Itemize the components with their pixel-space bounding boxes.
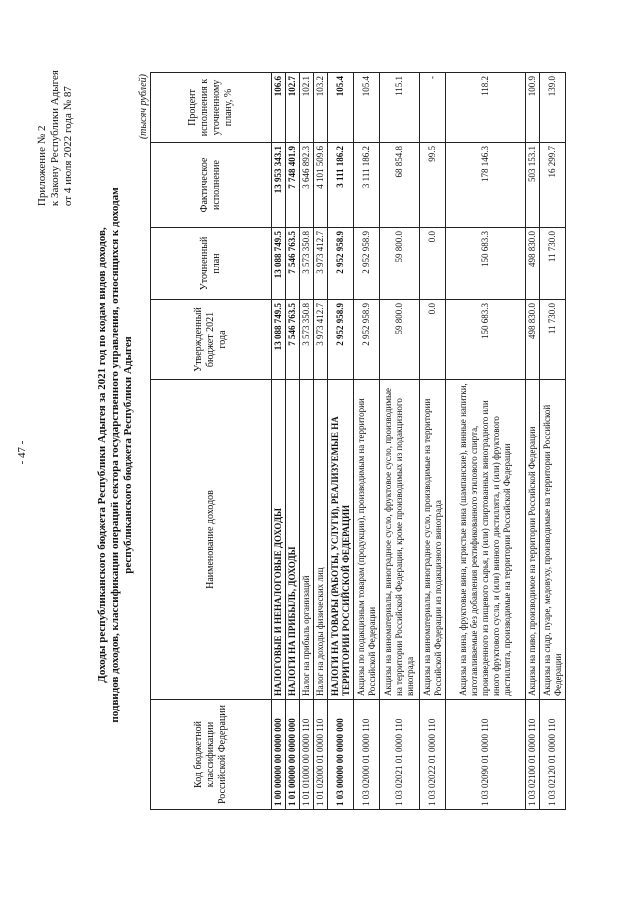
cell-percent: 105.4: [328, 73, 354, 143]
page-number: - 47 -: [16, 440, 28, 465]
cell-actual: 3 111 186.2: [328, 143, 354, 228]
cell-code: 1 03 02000 01 0000 110: [354, 700, 380, 810]
revenue-table: [150, 72, 566, 810]
cell-actual: 99.5: [420, 143, 446, 228]
cell-plan: 498 830.0: [526, 228, 540, 300]
cell-approved: 3 573 350.8: [300, 300, 314, 380]
cell-approved: 11 730.0: [540, 300, 566, 380]
cell-code: 1 01 00000 00 0000 000: [286, 700, 300, 810]
cell-actual: 16 299.7: [540, 143, 566, 228]
cell-percent: 102.7: [286, 73, 300, 143]
cell-code: 1 03 02120 01 0000 110: [540, 700, 566, 810]
cell-name: Акцизы по подакцизным товарам (продукции), производимым на территории Российской Федерации: [354, 380, 380, 700]
cell-name: Акцизы на сидр, пуаре, медовуху, производимые на территории Российской Федерации: [540, 380, 566, 700]
cell-actual: 13 953 343.1: [272, 143, 286, 228]
cell-code: 1 01 02000 01 0000 110: [314, 700, 328, 810]
cell-plan: 150 683.3: [446, 228, 526, 300]
cell-percent: 100.9: [526, 73, 540, 143]
table-row: [380, 73, 420, 810]
cell-approved: 150 683.3: [446, 300, 526, 380]
cell-percent: 115.1: [380, 73, 420, 143]
cell-actual: 503 153.1: [526, 143, 540, 228]
cell-approved: 2 952 958.9: [354, 300, 380, 380]
table-row: [526, 73, 540, 810]
cell-actual: 178 146.3: [446, 143, 526, 228]
cell-name: Акцизы на виноматериалы, виноградное сусло, фруктовое сусло, производимые на территории Российской Федерации, кроме производимых из подакцизного винограда: [380, 380, 420, 700]
cell-name: Акцизы на вина, фруктовые вина, игристые вина (шампанские), винные напитки, изготавливаемые без добавления ректификованного этилового спирта, произведенного из пищевого сырья, и (или) спиртованных виноградного или иного фруктового сусла, и (или) винного дистиллята, и (или) фруктового дистиллята, производимые на территории Российской Федерации: [446, 380, 526, 700]
cell-code: 1 01 01000 00 0000 110: [300, 700, 314, 810]
cell-actual: 68 854.8: [380, 143, 420, 228]
cell-actual: 3 646 892.3: [300, 143, 314, 228]
cell-approved: 7 546 763.5: [286, 300, 300, 380]
cell-plan: 3 573 350.8: [300, 228, 314, 300]
cell-percent: 102.1: [300, 73, 314, 143]
title-line: подвидов доходов, классификации операций сектора государственного управления, относящихся к доходам: [109, 187, 121, 723]
table-row: [328, 73, 354, 810]
cell-name: Акцизы на пиво, производимое на территории Российской Федерации: [526, 380, 540, 700]
header-approved: Утвержденный бюджет 2021 года: [151, 300, 272, 380]
table-row: [272, 73, 286, 810]
cell-percent: 106.6: [272, 73, 286, 143]
cell-code: 1 03 02090 01 0000 110: [446, 700, 526, 810]
cell-approved: 13 088 749.5: [272, 300, 286, 380]
table-row: [446, 73, 526, 810]
appendix-line: Приложение № 2: [36, 125, 48, 207]
table-row: [314, 73, 328, 810]
cell-plan: 2 952 958.9: [328, 228, 354, 300]
cell-actual: 3 111 186.2: [354, 143, 380, 228]
table-row: [300, 73, 314, 810]
title-line: Доходы республиканского бюджета Республики Адыгея за 2021 год по кодам видов доходов,: [96, 227, 108, 683]
cell-code: 1 03 02021 01 0000 110: [380, 700, 420, 810]
table-row: [354, 73, 380, 810]
cell-name: Налог на прибыль организаций: [300, 380, 314, 700]
cell-code: 1 03 02100 01 0000 110: [526, 700, 540, 810]
cell-percent: 139.0: [540, 73, 566, 143]
table-row: [540, 73, 566, 810]
cell-code: 1 03 00000 00 0000 000: [328, 700, 354, 810]
cell-percent: 103.2: [314, 73, 328, 143]
cell-actual: 4 101 509.6: [314, 143, 328, 228]
title-line: республиканского бюджета Республики Адыгея: [122, 336, 134, 574]
cell-actual: 7 748 401.9: [286, 143, 300, 228]
cell-name: НАЛОГИ НА ТОВАРЫ (РАБОТЫ, УСЛУГИ), РЕАЛИЗУЕМЫЕ НА ТЕРРИТОРИИ РОССИЙСКОЙ ФЕДЕРАЦИИ: [328, 380, 354, 700]
cell-name: Налог на доходы физических лиц: [314, 380, 328, 700]
cell-plan: 0.0: [420, 228, 446, 300]
appendix-line: к Закону Республики Адыгея: [49, 70, 61, 207]
cell-plan: 59 800.0: [380, 228, 420, 300]
table-row: [286, 73, 300, 810]
cell-plan: 2 952 958.9: [354, 228, 380, 300]
cell-plan: 13 088 749.5: [272, 228, 286, 300]
cell-approved: 3 973 412.7: [314, 300, 328, 380]
header-actual: Фактическое исполнение: [151, 143, 272, 228]
header-code: Код бюджетной классификации Российской Федерации: [151, 700, 272, 810]
cell-approved: 0.0: [420, 300, 446, 380]
cell-percent: -: [420, 73, 446, 143]
cell-name: НАЛОГИ НА ПРИБЫЛЬ, ДОХОДЫ: [286, 380, 300, 700]
cell-percent: 118.2: [446, 73, 526, 143]
appendix-note: [36, 70, 75, 206]
cell-plan: 7 546 763.5: [286, 228, 300, 300]
header-plan: Уточненный план: [151, 228, 272, 300]
units-label: (тысяч рублей): [138, 74, 149, 140]
cell-code: 1 00 00000 00 0000 000: [272, 700, 286, 810]
header-name: Наименование доходов: [151, 380, 272, 700]
cell-code: 1 03 02022 01 0000 110: [420, 700, 446, 810]
cell-plan: 11 730.0: [540, 228, 566, 300]
cell-approved: 2 952 958.9: [328, 300, 354, 380]
cell-approved: 498 830.0: [526, 300, 540, 380]
table-header-row: [151, 73, 272, 810]
cell-name: НАЛОГОВЫЕ И НЕНАЛОГОВЫЕ ДОХОДЫ: [272, 380, 286, 700]
appendix-line: от 4 июля 2022 года № 87: [62, 86, 74, 207]
table-row: [420, 73, 446, 810]
cell-approved: 59 800.0: [380, 300, 420, 380]
header-percent: Процент исполнения к уточненному плану, %: [151, 73, 272, 143]
cell-name: Акцизы на виноматериалы, виноградное сусло, производимые на территории Российской Федерации из подакцизного винограда: [420, 380, 446, 700]
cell-percent: 105.4: [354, 73, 380, 143]
cell-plan: 3 973 412.7: [314, 228, 328, 300]
document-title: [96, 95, 135, 815]
